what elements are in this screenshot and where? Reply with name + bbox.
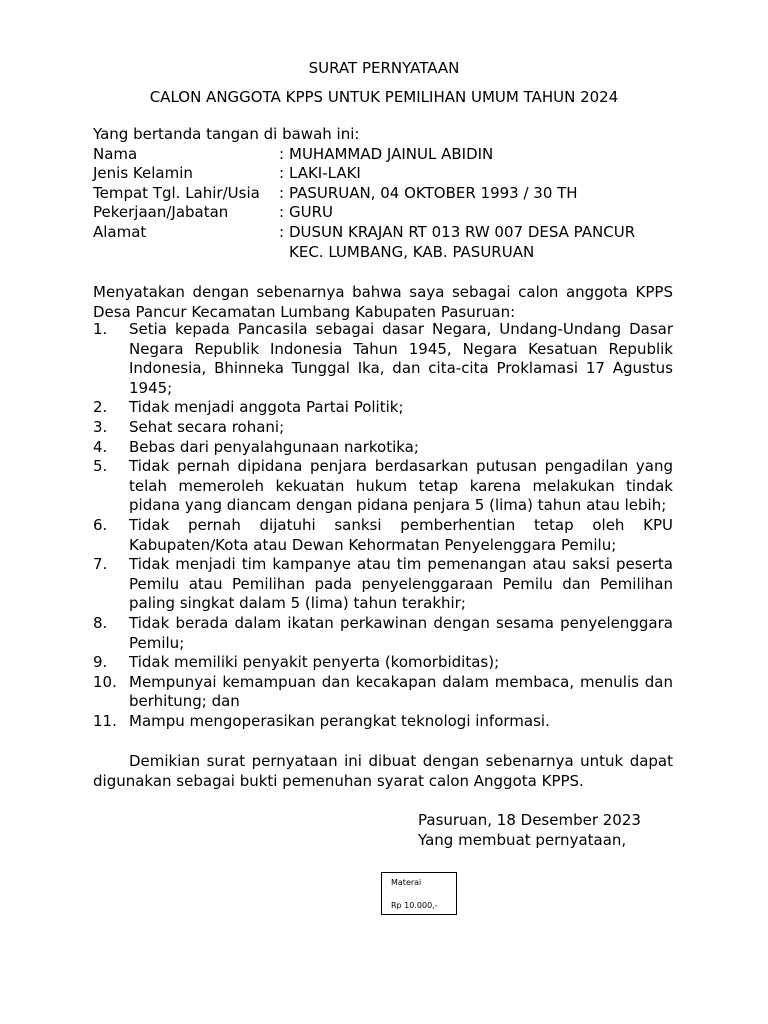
list-item — [93, 653, 673, 673]
item-text: Setia kepada Pancasila sebagai dasar Negara, Undang-Undang Dasar Negara Republik Indonesia Tahun 1945, Negara Kesatuan Republik Indonesia, Bhinneka Tunggal Ika, dan cita-cita Proklamasi 17 Agustus 1945; — [129, 320, 673, 397]
list-item — [93, 320, 673, 398]
document-subtitle: CALON ANGGOTA KPPS UNTUK PEMILIHAN UMUM TAHUN 2024 — [149, 88, 619, 106]
list-item — [93, 555, 673, 614]
list-item — [93, 418, 673, 438]
closing-paragraph: Demikian surat pernyataan ini dibuat dengan sebenarnya untuk dapat digunakan sebagai bukti pemenuhan syarat calon Anggota KPPS. — [93, 752, 673, 790]
item-text: Tidak berada dalam ikatan perkawinan dengan sesama penyelenggara Pemilu; — [129, 613, 673, 652]
colon: : — [279, 144, 285, 163]
item-number: 7. — [93, 555, 108, 574]
identity-label: Alamat — [93, 222, 147, 241]
document-title: SURAT PERNYATAAN — [308, 59, 460, 77]
item-number: 8. — [93, 613, 108, 632]
colon: : — [279, 222, 285, 241]
item-number: 9. — [93, 653, 108, 672]
identity-value: GURU — [289, 203, 334, 222]
colon: : — [279, 164, 285, 183]
identity-value-continued: KEC. LUMBANG, KAB. PASURUAN — [289, 242, 535, 261]
identity-row-name — [93, 145, 673, 165]
colon: : — [279, 203, 285, 222]
item-text: Sehat secara rohani; — [129, 417, 285, 436]
list-item — [93, 712, 673, 732]
item-text: Tidak menjadi anggota Partai Politik; — [129, 398, 404, 417]
signer-label: Yang membuat pernyataan, — [418, 830, 627, 849]
item-text: Tidak menjadi tim kampanye atau tim pemenangan atau saksi peserta Pemilu atau Pemilihan pada penyelenggaraan Pemilu dan Pemilihan paling singkat dalam 5 (lima) tahun terakhir; — [129, 555, 673, 613]
list-item — [93, 614, 673, 653]
item-text: Mempunyai kemampuan dan kecakapan dalam membaca, menulis dan berhitung; dan — [129, 672, 673, 711]
list-item — [93, 398, 673, 418]
item-number: 5. — [93, 457, 108, 476]
identity-value: DUSUN KRAJAN RT 013 RW 007 DESA PANCUR — [289, 222, 636, 241]
item-text: Bebas dari penyalahgunaan narkotika; — [129, 437, 419, 456]
item-number: 3. — [93, 417, 108, 436]
identity-label: Tempat Tgl. Lahir/Usia — [93, 183, 260, 202]
colon: : — [279, 183, 285, 202]
item-text: Tidak memiliki penyakit penyerta (komorbiditas); — [129, 653, 500, 672]
identity-row-gender — [93, 164, 673, 184]
statement-text: Menyatakan dengan sebenarnya bahwa saya sebagai calon anggota KPPS Desa Pancur Kecamatan Lumbang Kabupaten Pasuruan: — [93, 283, 673, 321]
item-number: 11. — [93, 711, 117, 730]
item-number: 1. — [93, 320, 108, 338]
identity-label: Pekerjaan/Jabatan — [93, 203, 229, 222]
identity-row-birth — [93, 184, 673, 204]
item-number: 4. — [93, 437, 108, 456]
identity-section — [93, 125, 673, 262]
list-item — [93, 457, 673, 516]
requirements-list — [93, 320, 673, 731]
item-text: Tidak pernah dijatuhi sanksi pemberhentian tetap oleh KPU Kabupaten/Kota atau Dewan Kehormatan Penyelenggara Pemilu; — [129, 515, 673, 554]
list-item — [93, 516, 673, 555]
item-number: 10. — [93, 672, 117, 691]
materai-stamp-box — [381, 872, 457, 915]
place-date: Pasuruan, 18 Desember 2023 — [418, 811, 641, 829]
signature-block — [418, 811, 641, 850]
identity-row-address — [93, 223, 673, 243]
list-item — [93, 438, 673, 458]
identity-value: LAKI-LAKI — [289, 164, 361, 183]
identity-value: PASURUAN, 04 OKTOBER 1993 / 30 TH — [289, 183, 578, 202]
item-text: Mampu mengoperasikan perangkat teknologi informasi. — [129, 711, 550, 730]
identity-row-address-cont — [93, 243, 673, 263]
identity-label: Jenis Kelamin — [93, 164, 193, 183]
list-item — [93, 673, 673, 712]
identity-value: MUHAMMAD JAINUL ABIDIN — [289, 144, 494, 163]
item-text: Tidak pernah dipidana penjara berdasarkan putusan pengadilan yang telah memeroleh kekuatan hukum tetap karena melakukan tindak pidana yang diancam dengan pidana penjara 5 (lima) tahun atau lebih; — [129, 457, 673, 515]
item-number: 2. — [93, 398, 108, 417]
materai-label: Materai — [391, 878, 422, 887]
materai-amount: Rp 10.000,- — [391, 901, 438, 910]
identity-label: Nama — [93, 144, 138, 163]
intro-text: Yang bertanda tangan di bawah ini: — [93, 125, 360, 143]
item-number: 6. — [93, 515, 108, 534]
identity-row-occupation — [93, 203, 673, 223]
